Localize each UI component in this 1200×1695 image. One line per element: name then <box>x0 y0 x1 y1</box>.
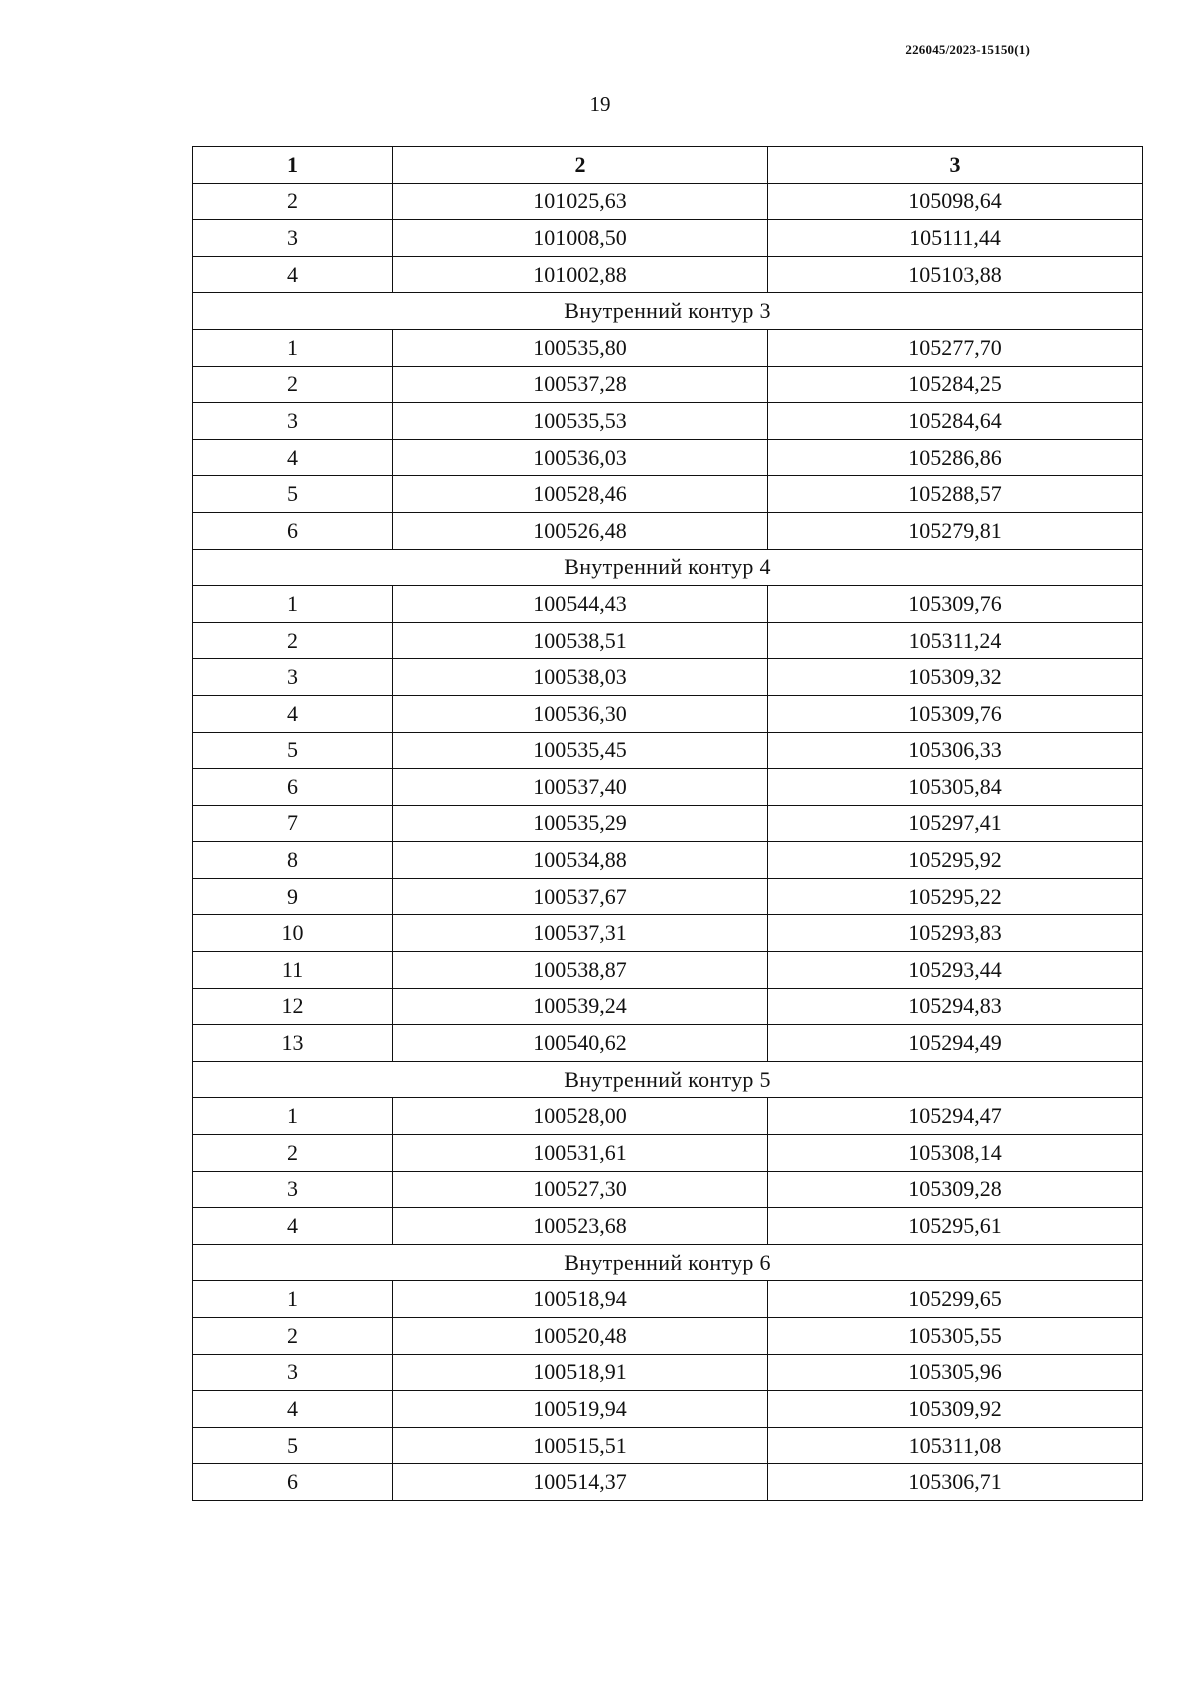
coordinate-x-cell: 100514,37 <box>393 1464 768 1501</box>
table-row <box>193 915 1143 952</box>
point-number-cell: 4 <box>193 256 393 293</box>
point-number-cell: 7 <box>193 805 393 842</box>
coordinate-y-cell: 105305,55 <box>768 1318 1143 1355</box>
coordinate-x-cell: 100537,40 <box>393 769 768 806</box>
column-header-3: 3 <box>768 147 1143 184</box>
column-header-2: 2 <box>393 147 768 184</box>
section-title: Внутренний контур 4 <box>193 549 1143 586</box>
point-number-cell: 13 <box>193 1025 393 1062</box>
table-row <box>193 659 1143 696</box>
point-number-cell: 1 <box>193 329 393 366</box>
point-number-cell: 12 <box>193 988 393 1025</box>
table-row <box>193 439 1143 476</box>
point-number-cell: 3 <box>193 1171 393 1208</box>
coordinate-y-cell: 105306,71 <box>768 1464 1143 1501</box>
coordinate-x-cell: 100523,68 <box>393 1208 768 1245</box>
table-row <box>193 695 1143 732</box>
coordinate-y-cell: 105103,88 <box>768 256 1143 293</box>
coordinate-y-cell: 105309,92 <box>768 1391 1143 1428</box>
coordinate-y-cell: 105305,84 <box>768 769 1143 806</box>
coordinate-x-cell: 100539,24 <box>393 988 768 1025</box>
coordinate-y-cell: 105294,47 <box>768 1098 1143 1135</box>
coordinate-y-cell: 105295,22 <box>768 878 1143 915</box>
section-header-row <box>193 293 1143 330</box>
coordinate-x-cell: 100536,30 <box>393 695 768 732</box>
table-row <box>193 329 1143 366</box>
coordinate-x-cell: 100518,94 <box>393 1281 768 1318</box>
coordinate-x-cell: 100526,48 <box>393 512 768 549</box>
point-number-cell: 1 <box>193 1281 393 1318</box>
section-header-row <box>193 1061 1143 1098</box>
section-title: Внутренний контур 5 <box>193 1061 1143 1098</box>
coordinate-x-cell: 100538,03 <box>393 659 768 696</box>
point-number-cell: 2 <box>193 183 393 220</box>
coordinate-x-cell: 100538,51 <box>393 622 768 659</box>
coordinate-x-cell: 100536,03 <box>393 439 768 476</box>
point-number-cell: 10 <box>193 915 393 952</box>
table-row <box>193 256 1143 293</box>
coordinate-x-cell: 100528,46 <box>393 476 768 513</box>
table-row <box>193 1208 1143 1245</box>
coordinate-x-cell: 100537,31 <box>393 915 768 952</box>
table-row <box>193 988 1143 1025</box>
coordinate-x-cell: 100534,88 <box>393 842 768 879</box>
table-row <box>193 476 1143 513</box>
coordinate-y-cell: 105311,24 <box>768 622 1143 659</box>
coordinate-y-cell: 105295,92 <box>768 842 1143 879</box>
column-header-1: 1 <box>193 147 393 184</box>
point-number-cell: 3 <box>193 403 393 440</box>
point-number-cell: 3 <box>193 659 393 696</box>
point-number-cell: 6 <box>193 512 393 549</box>
table-row <box>193 769 1143 806</box>
coordinate-y-cell: 105293,83 <box>768 915 1143 952</box>
coordinate-y-cell: 105286,86 <box>768 439 1143 476</box>
coordinate-x-cell: 100527,30 <box>393 1171 768 1208</box>
coordinate-y-cell: 105098,64 <box>768 183 1143 220</box>
coordinate-x-cell: 100537,28 <box>393 366 768 403</box>
point-number-cell: 11 <box>193 952 393 989</box>
coordinate-y-cell: 105309,28 <box>768 1171 1143 1208</box>
point-number-cell: 6 <box>193 1464 393 1501</box>
table-row <box>193 842 1143 879</box>
coordinate-y-cell: 105277,70 <box>768 329 1143 366</box>
point-number-cell: 8 <box>193 842 393 879</box>
coordinate-y-cell: 105284,64 <box>768 403 1143 440</box>
coordinate-x-cell: 101025,63 <box>393 183 768 220</box>
table-row <box>193 366 1143 403</box>
table-row <box>193 1171 1143 1208</box>
coordinate-x-cell: 100520,48 <box>393 1318 768 1355</box>
coordinate-y-cell: 105309,76 <box>768 695 1143 732</box>
table-row <box>193 183 1143 220</box>
coordinate-y-cell: 105297,41 <box>768 805 1143 842</box>
table-row <box>193 1464 1143 1501</box>
coordinate-y-cell: 105305,96 <box>768 1354 1143 1391</box>
coordinate-x-cell: 100540,62 <box>393 1025 768 1062</box>
coordinate-x-cell: 100544,43 <box>393 586 768 623</box>
table-row <box>193 1427 1143 1464</box>
coordinate-y-cell: 105311,08 <box>768 1427 1143 1464</box>
coordinate-y-cell: 105284,25 <box>768 366 1143 403</box>
point-number-cell: 5 <box>193 1427 393 1464</box>
coordinate-y-cell: 105111,44 <box>768 220 1143 257</box>
coordinate-y-cell: 105279,81 <box>768 512 1143 549</box>
coordinate-x-cell: 100535,45 <box>393 732 768 769</box>
document-id: 226045/2023-15150(1) <box>905 42 1030 57</box>
point-number-cell: 4 <box>193 439 393 476</box>
coordinate-x-cell: 100535,29 <box>393 805 768 842</box>
coordinate-y-cell: 105308,14 <box>768 1135 1143 1172</box>
point-number-cell: 9 <box>193 878 393 915</box>
point-number-cell: 5 <box>193 476 393 513</box>
coordinates-table <box>192 146 1143 1501</box>
point-number-cell: 2 <box>193 1318 393 1355</box>
coordinate-y-cell: 105306,33 <box>768 732 1143 769</box>
coordinate-x-cell: 100518,91 <box>393 1354 768 1391</box>
point-number-cell: 3 <box>193 220 393 257</box>
table-row <box>193 878 1143 915</box>
coordinate-x-cell: 100515,51 <box>393 1427 768 1464</box>
section-title: Внутренний контур 3 <box>193 293 1143 330</box>
section-title: Внутренний контур 6 <box>193 1244 1143 1281</box>
coordinate-y-cell: 105309,76 <box>768 586 1143 623</box>
table-row <box>193 1281 1143 1318</box>
point-number-cell: 4 <box>193 1208 393 1245</box>
coordinate-x-cell: 100531,61 <box>393 1135 768 1172</box>
table-row <box>193 1391 1143 1428</box>
coordinate-x-cell: 101002,88 <box>393 256 768 293</box>
table-row <box>193 1098 1143 1135</box>
coordinate-x-cell: 101008,50 <box>393 220 768 257</box>
coordinate-x-cell: 100537,67 <box>393 878 768 915</box>
table-header <box>193 147 1143 184</box>
table-row <box>193 220 1143 257</box>
coordinate-y-cell: 105288,57 <box>768 476 1143 513</box>
coordinate-y-cell: 105293,44 <box>768 952 1143 989</box>
table-row <box>193 403 1143 440</box>
coordinate-x-cell: 100519,94 <box>393 1391 768 1428</box>
point-number-cell: 2 <box>193 366 393 403</box>
coordinate-x-cell: 100535,80 <box>393 329 768 366</box>
point-number-cell: 2 <box>193 1135 393 1172</box>
table-row <box>193 1318 1143 1355</box>
coordinate-y-cell: 105309,32 <box>768 659 1143 696</box>
coordinate-x-cell: 100535,53 <box>393 403 768 440</box>
coordinate-x-cell: 100538,87 <box>393 952 768 989</box>
point-number-cell: 4 <box>193 1391 393 1428</box>
table-row <box>193 1025 1143 1062</box>
section-header-row <box>193 549 1143 586</box>
coordinate-y-cell: 105294,49 <box>768 1025 1143 1062</box>
table-row <box>193 622 1143 659</box>
point-number-cell: 1 <box>193 586 393 623</box>
table-row <box>193 512 1143 549</box>
coordinate-y-cell: 105299,65 <box>768 1281 1143 1318</box>
coordinate-y-cell: 105294,83 <box>768 988 1143 1025</box>
point-number-cell: 5 <box>193 732 393 769</box>
table-row <box>193 1354 1143 1391</box>
header-row <box>193 147 1143 184</box>
table-row <box>193 952 1143 989</box>
table-row <box>193 586 1143 623</box>
coordinate-x-cell: 100528,00 <box>393 1098 768 1135</box>
point-number-cell: 3 <box>193 1354 393 1391</box>
table-row <box>193 805 1143 842</box>
table-body <box>193 183 1143 1500</box>
point-number-cell: 2 <box>193 622 393 659</box>
page-number: 19 <box>589 92 611 116</box>
coordinate-y-cell: 105295,61 <box>768 1208 1143 1245</box>
section-header-row <box>193 1244 1143 1281</box>
point-number-cell: 1 <box>193 1098 393 1135</box>
table-row <box>193 1135 1143 1172</box>
table-row <box>193 732 1143 769</box>
point-number-cell: 4 <box>193 695 393 732</box>
point-number-cell: 6 <box>193 769 393 806</box>
